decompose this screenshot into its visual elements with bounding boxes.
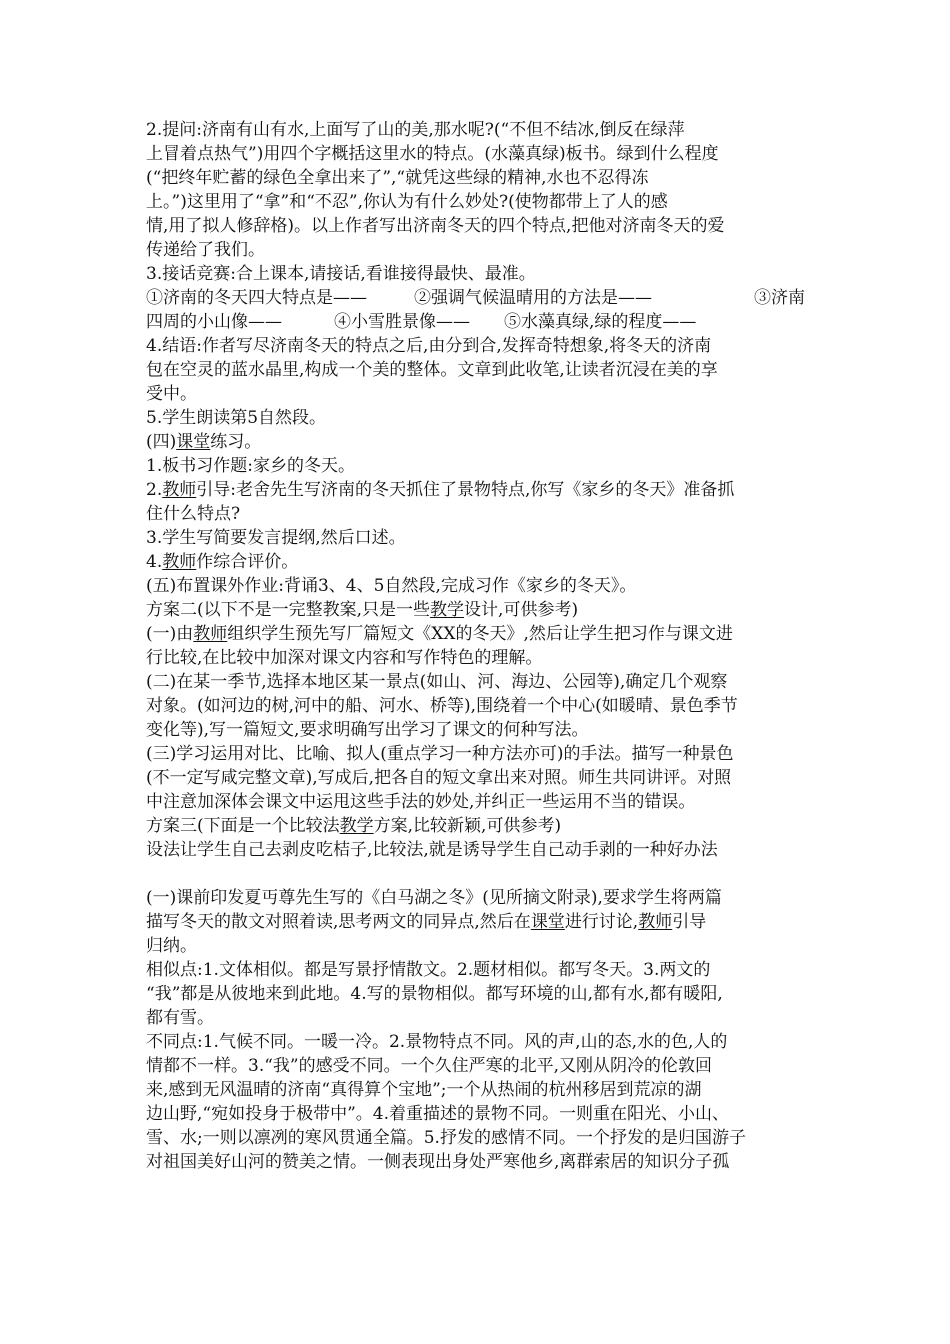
section-heading-practice bbox=[146, 430, 811, 454]
text-line: 来,感到无风温晴的济南“真得算个宝地”;一个从热闹的杭州移居到荒凉的湖 bbox=[146, 1080, 702, 1100]
text-line: 5.学生朗读第5自然段。 bbox=[146, 408, 327, 428]
text-line: 情,用了拟人修辞格)。以上作者写出济南冬天的四个特点,把他对济南冬天的爱 bbox=[146, 216, 725, 236]
text-line: 住什么特点? bbox=[146, 504, 241, 524]
text-line: 雪、水;一则以凛冽的寒风贯通全篇。5.抒发的感情不同。一个抒发的是归国游子 bbox=[146, 1128, 746, 1148]
quiz-item-3-start: ③济南 bbox=[754, 288, 805, 308]
text-line: 边山野,“宛如投身于极带中”。4.着重描述的景物不同。一则重在阳光、小山、 bbox=[146, 1104, 730, 1124]
text-line: 设法让学生自己去剥皮吃桔子,比较法,就是诱导学生自己动手剥的一种好办法 bbox=[146, 840, 718, 860]
section-heading-plan-3 bbox=[146, 814, 811, 838]
paragraph-plan-3-intro bbox=[146, 838, 811, 862]
quiz-item-5: ⑤水藻真绿,绿的程度—— bbox=[504, 312, 697, 332]
text-line: 方案三(下面是一个比较法教学方案,比较新颖,可供参考) bbox=[146, 816, 562, 836]
text-line: 行比较,在比较中加深对课文内容和写作特色的理解。 bbox=[146, 648, 543, 668]
text-line: 归纳。 bbox=[146, 936, 197, 956]
text-line: 不同点:1.气候不同。一暖一冷。2.景物特点不同。风的声,山的态,水的色,人的 bbox=[146, 1032, 728, 1052]
text-line: (四)课堂练习。 bbox=[146, 432, 262, 452]
keyword-link[interactable]: 教师 bbox=[193, 624, 228, 644]
text-line: 上。”)这里用了“拿”和“不忍”,你认为有什么妙处?(使物都带上了人的感 bbox=[146, 192, 668, 212]
paragraph-reading bbox=[146, 406, 811, 430]
paragraph-plan-2-item-2 bbox=[146, 670, 811, 742]
quiz-item-2: ②强调气候温晴用的方法是—— bbox=[414, 288, 652, 308]
paragraph-practice-2 bbox=[146, 478, 811, 526]
text-line: 3.学生写简要发言提纲,然后口述。 bbox=[146, 528, 406, 548]
paragraph-practice-4 bbox=[146, 550, 811, 574]
text-line: 传递给了我们。 bbox=[146, 240, 265, 260]
text-line: 方案二(以下不是一完整教案,只是一些教学设计,可供参考) bbox=[146, 600, 579, 620]
paragraph-differences bbox=[146, 1030, 811, 1174]
paragraph-plan-2-item-3 bbox=[146, 742, 811, 814]
keyword-link[interactable]: 教学 bbox=[339, 816, 374, 836]
text-line: 包在空灵的蓝水晶里,构成一个美的整体。文章到此收笔,让读者沉浸在美的享 bbox=[146, 360, 718, 380]
quiz-item-1: ①济南的冬天四大特点是—— bbox=[146, 288, 367, 308]
text-line: “我”都是从彼地来到此地。4.写的景物相似。都写环境的山,都有水,都有暖阳, bbox=[146, 984, 723, 1004]
section-heading-homework bbox=[146, 574, 811, 598]
text-line: 对祖国美好山河的赞美之情。一侧表现出身处严寒他乡,离群索居的知识分子孤 bbox=[146, 1152, 730, 1172]
quiz-item-4: ④小雪胜景像—— bbox=[334, 312, 470, 332]
text-line: (二)在某一季节,选择本地区某一景点(如山、河、海边、公园等),确定几个观察 bbox=[146, 672, 728, 692]
text-line: (五)布置课外作业:背诵3、4、5自然段,完成习作《家乡的冬天》。 bbox=[146, 576, 637, 596]
text-line: (一)课前印发夏丏尊先生写的《白马湖之冬》(见所摘文附录),要求学生将两篇 bbox=[146, 888, 722, 908]
text-line: 都有雪。 bbox=[146, 1008, 214, 1028]
text-line: (“把终年贮蓄的绿色全拿出来了”,“就凭这些绿的精神,水也不忍得冻 bbox=[146, 168, 649, 188]
text-line: 相似点:1.文体相似。都是写景抒情散文。2.题材相似。都写冬天。3.两文的 bbox=[146, 960, 711, 980]
text-line: 上冒着点热气”)用四个字概括这里水的特点。(水藻真绿)板书。绿到什么程度 bbox=[146, 144, 719, 164]
text-line: (三)学习运用对比、比喻、拟人(重点学习一种方法亦可)的手法。描写一种景色 bbox=[146, 744, 734, 764]
keyword-link[interactable]: 教师 bbox=[162, 552, 197, 572]
text-line bbox=[146, 286, 811, 310]
quiz-item-3-end: 四周的小山像—— bbox=[146, 312, 282, 332]
keyword-link[interactable]: 教学 bbox=[430, 600, 465, 620]
text-line: (一)由教师组织学生预先写厂篇短文《XX的冬天》,然后让学生把习作与课文进 bbox=[146, 624, 733, 644]
text-line: 对象。(如河边的树,河中的船、河水、桥等),围绕着一个中心(如暖晴、景色季节 bbox=[146, 696, 738, 716]
section-heading-plan-2 bbox=[146, 598, 811, 622]
text-line: 受中。 bbox=[146, 384, 197, 404]
text-line bbox=[146, 310, 811, 334]
paragraph-plan-2-item-1 bbox=[146, 622, 811, 670]
text-line: 4.教师作综合评价。 bbox=[146, 552, 299, 572]
paragraph-conclusion bbox=[146, 334, 811, 406]
text-line: 2.教师引导:老舍先生写济南的冬天抓住了景物特点,你写《家乡的冬天》准备抓 bbox=[146, 480, 735, 500]
keyword-link[interactable]: 课堂 bbox=[176, 432, 211, 452]
paragraph-quiz-items bbox=[146, 286, 811, 334]
keyword-link[interactable]: 教师 bbox=[162, 480, 197, 500]
keyword-link[interactable]: 课堂 bbox=[530, 912, 565, 932]
paragraph-practice-1 bbox=[146, 454, 811, 478]
paragraph-quiz-intro bbox=[146, 262, 811, 286]
paragraph-practice-3 bbox=[146, 526, 811, 550]
text-line: 3.接话竞赛:合上课本,请接话,看谁接得最快、最准。 bbox=[146, 264, 536, 284]
paragraph-water-feature bbox=[146, 118, 811, 262]
text-line: 描写冬天的散文对照着读,思考两文的同异点,然后在课堂进行讨论,教师引导 bbox=[146, 912, 707, 932]
paragraph-plan-3-item-1 bbox=[146, 886, 811, 958]
text-line: 中注意加深体会课文中运甩这些手法的妙处,并纠正一些运用不当的错误。 bbox=[146, 792, 696, 812]
text-line: (不一定写咸完整文章),写成后,把各自的短文拿出来对照。师生共同讲评。对照 bbox=[146, 768, 732, 788]
keyword-link[interactable]: 教师 bbox=[638, 912, 673, 932]
text-line: 情都不一样。3.“我”的感受不同。一个久住严寒的北平,又刚从阴冷的伦敦回 bbox=[146, 1056, 713, 1076]
text-line: 变化等),写一篇短文,要求明确写出学习了课文的何种写法。 bbox=[146, 720, 589, 740]
text-line: 1.板书习作题:家乡的冬天。 bbox=[146, 456, 355, 476]
text-line: 2.提问:济南有山有水,上面写了山的美,那水呢?(“不但不结冰,倒反在绿萍 bbox=[146, 120, 685, 140]
paragraph-similarities bbox=[146, 958, 811, 1030]
text-line: 4.结语:作者写尽济南冬天的特点之后,由分到合,发挥奇特想象,将冬天的济南 bbox=[146, 336, 712, 356]
